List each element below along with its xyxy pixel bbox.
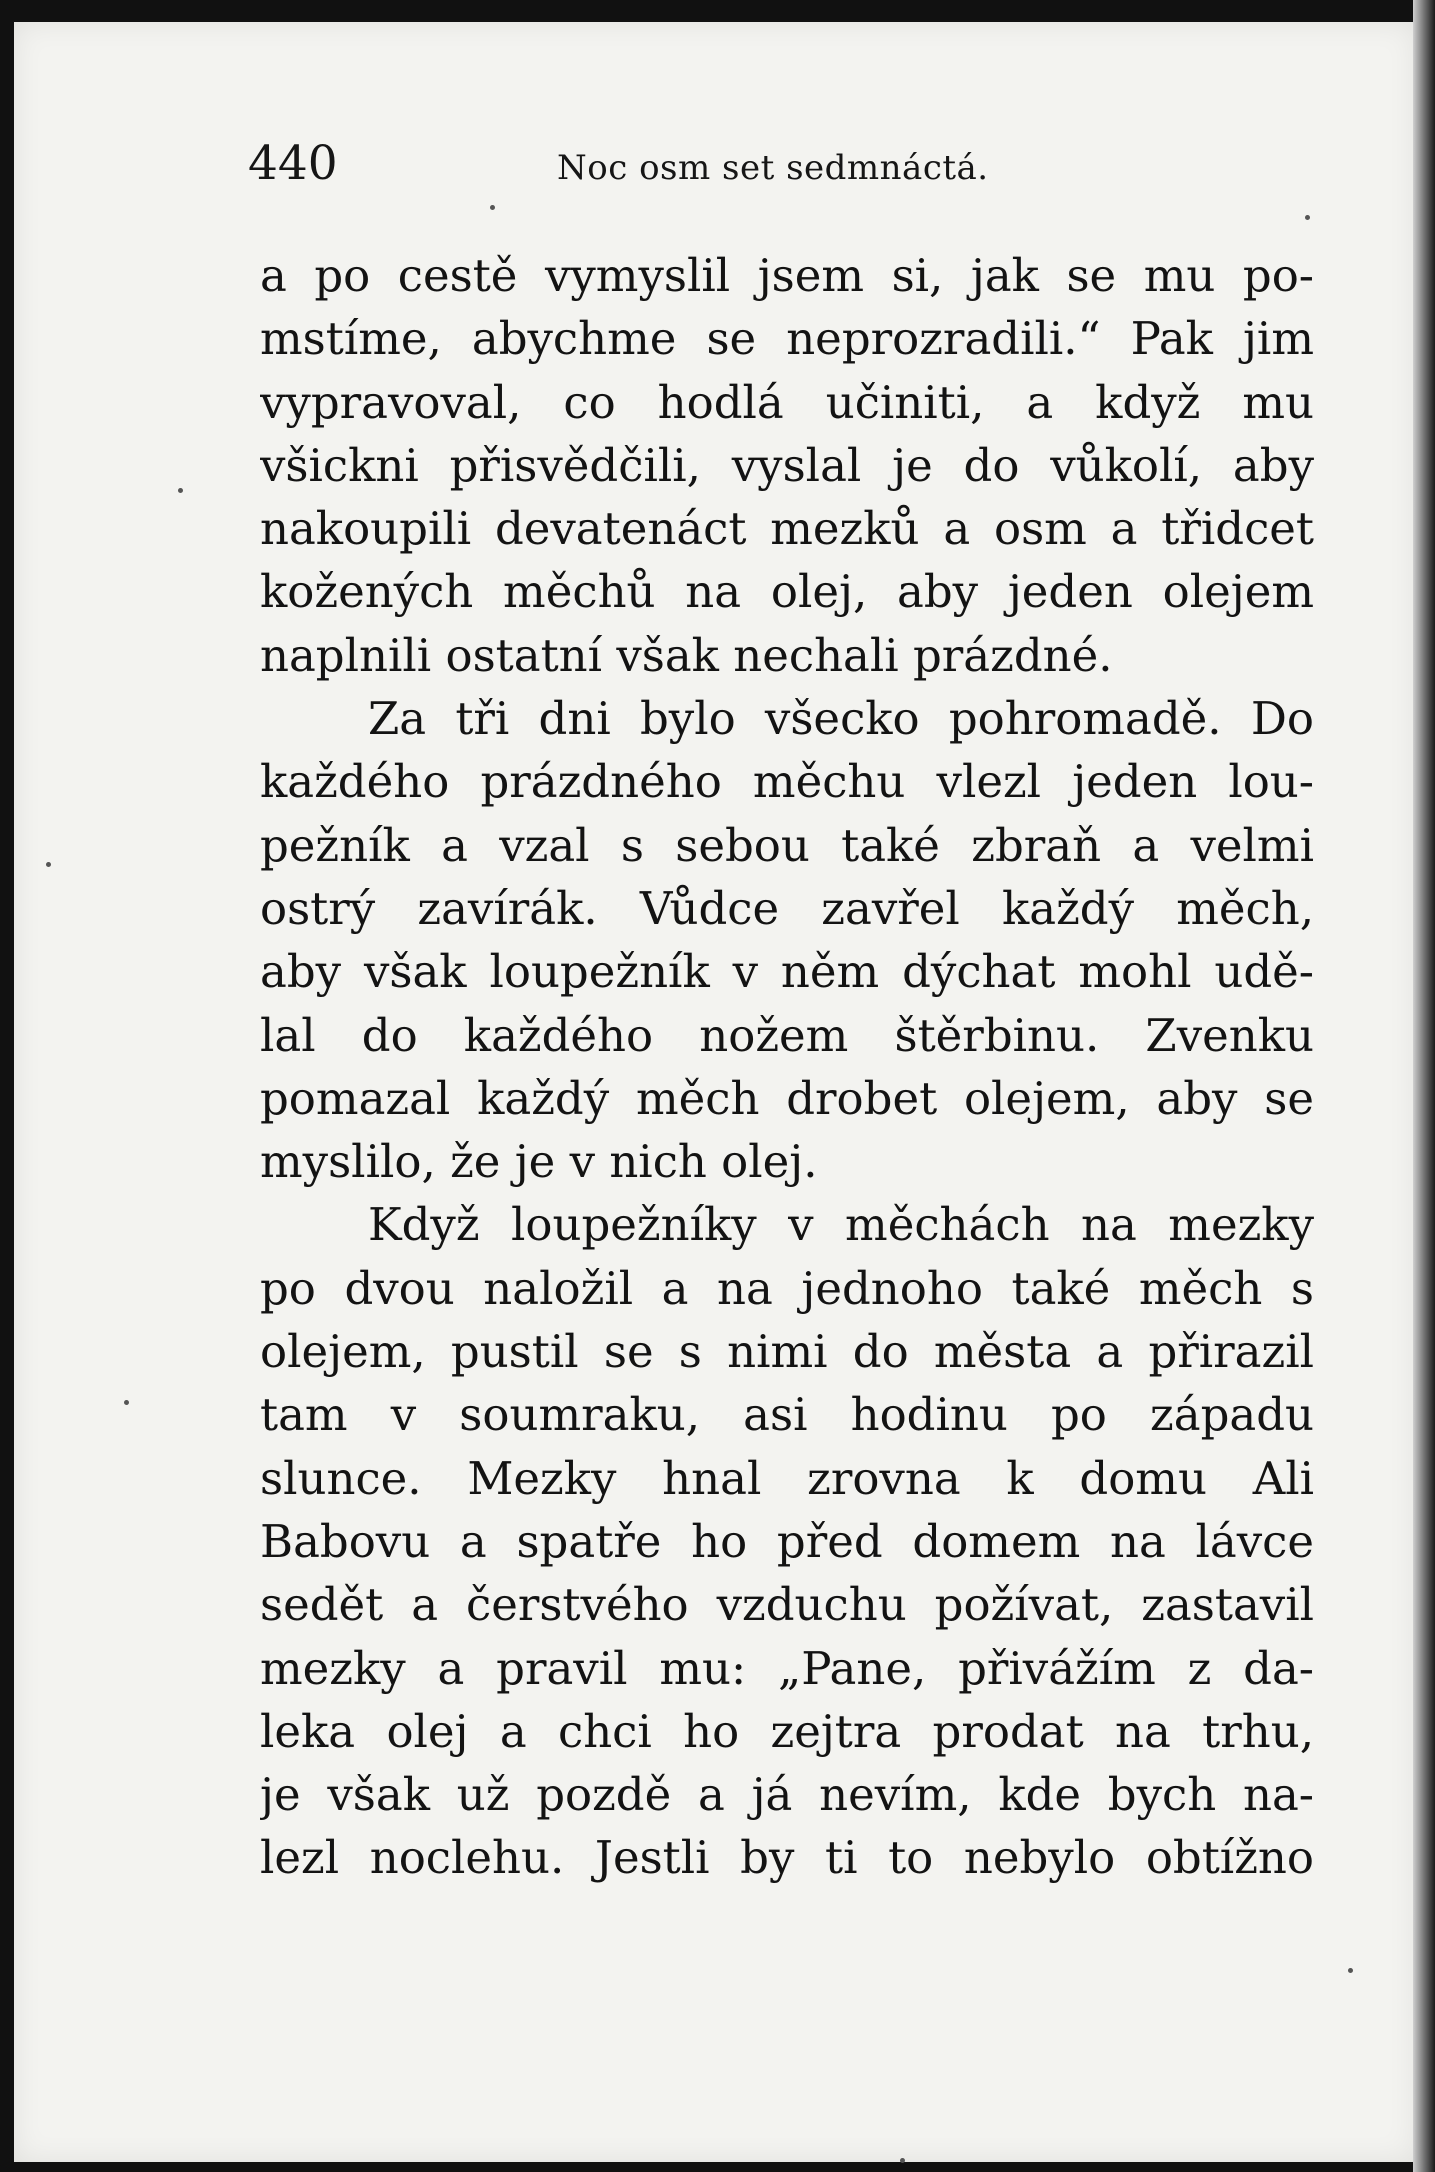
- text-line: slunce. Mezky hnal zrovna k domu Ali: [260, 1451, 1314, 1505]
- text-line: mstíme, abychme se neprozradili.“ Pak jim: [260, 312, 1314, 366]
- text-line: ostrý zavírák. Vůdce zavřel každý měch,: [260, 881, 1314, 935]
- text-line: a po cestě vymyslil jsem si, jak se mu po-: [260, 249, 1314, 302]
- text-line: lal do každého nožem štěrbinu. Zvenku: [260, 1008, 1314, 1062]
- scan-speck: [490, 205, 495, 210]
- text-line: Když loupežníky v měchách na mezky: [368, 1198, 1314, 1252]
- page-header: [0, 118, 1435, 198]
- scan-speck: [46, 862, 51, 867]
- scan-speck: [900, 2158, 905, 2163]
- text-line: je však už pozdě a já nevím, kde bych na-: [260, 1768, 1314, 1822]
- text-line: mezky a pravil mu: „Pane, přivážím z da-: [260, 1641, 1314, 1695]
- text-line: naplnili ostatní však nechali prázdné.: [260, 628, 1113, 682]
- text-line: pežník a vzal s sebou také zbraň a velmi: [260, 818, 1314, 872]
- text-line: Za tři dni bylo všecko pohromadě. Do: [368, 692, 1314, 746]
- text-line: po dvou naložil a na jednoho také měch s: [260, 1261, 1314, 1315]
- scan-speck: [124, 1400, 129, 1405]
- running-title: Noc osm set sedmnáctá.: [557, 148, 989, 188]
- scan-speck: [178, 488, 183, 493]
- page-number: 440: [248, 136, 338, 191]
- text-line: lezl noclehu. Jestli by ti to nebylo obtížno: [260, 1831, 1314, 1885]
- scan-speck: [1348, 1968, 1353, 1973]
- text-line: každého prázdného měchu vlezl jeden lou-: [260, 755, 1314, 809]
- text-line: nakoupili devatenáct mezků a osm a třidcet: [260, 502, 1314, 556]
- body-text: [260, 244, 1314, 1890]
- scan-speck: [1305, 215, 1310, 220]
- text-line: Babovu a spatře ho před domem na lávce: [260, 1514, 1314, 1568]
- text-line: pomazal každý měch drobet olejem, aby se: [260, 1071, 1314, 1125]
- text-line: sedět a čerstvého vzduchu požívat, zastavil: [260, 1578, 1314, 1632]
- text-line: kožených měchů na olej, aby jeden olejem: [260, 565, 1314, 619]
- page-edge-shadow: [1413, 0, 1435, 2172]
- text-line: olejem, pustil se s nimi do města a přirazil: [260, 1325, 1314, 1379]
- text-line: všickni přisvědčili, vyslal je do vůkolí, aby: [260, 438, 1314, 492]
- text-line: vypravoval, co hodlá učiniti, a když mu: [260, 375, 1314, 429]
- text-line: tam v soumraku, asi hodinu po západu: [260, 1388, 1314, 1442]
- text-line: aby však loupežník v něm dýchat mohl udě-: [260, 945, 1314, 999]
- text-line: leka olej a chci ho zejtra prodat na trhu,: [260, 1704, 1314, 1758]
- text-line: myslilo, že je v nich olej.: [260, 1135, 818, 1189]
